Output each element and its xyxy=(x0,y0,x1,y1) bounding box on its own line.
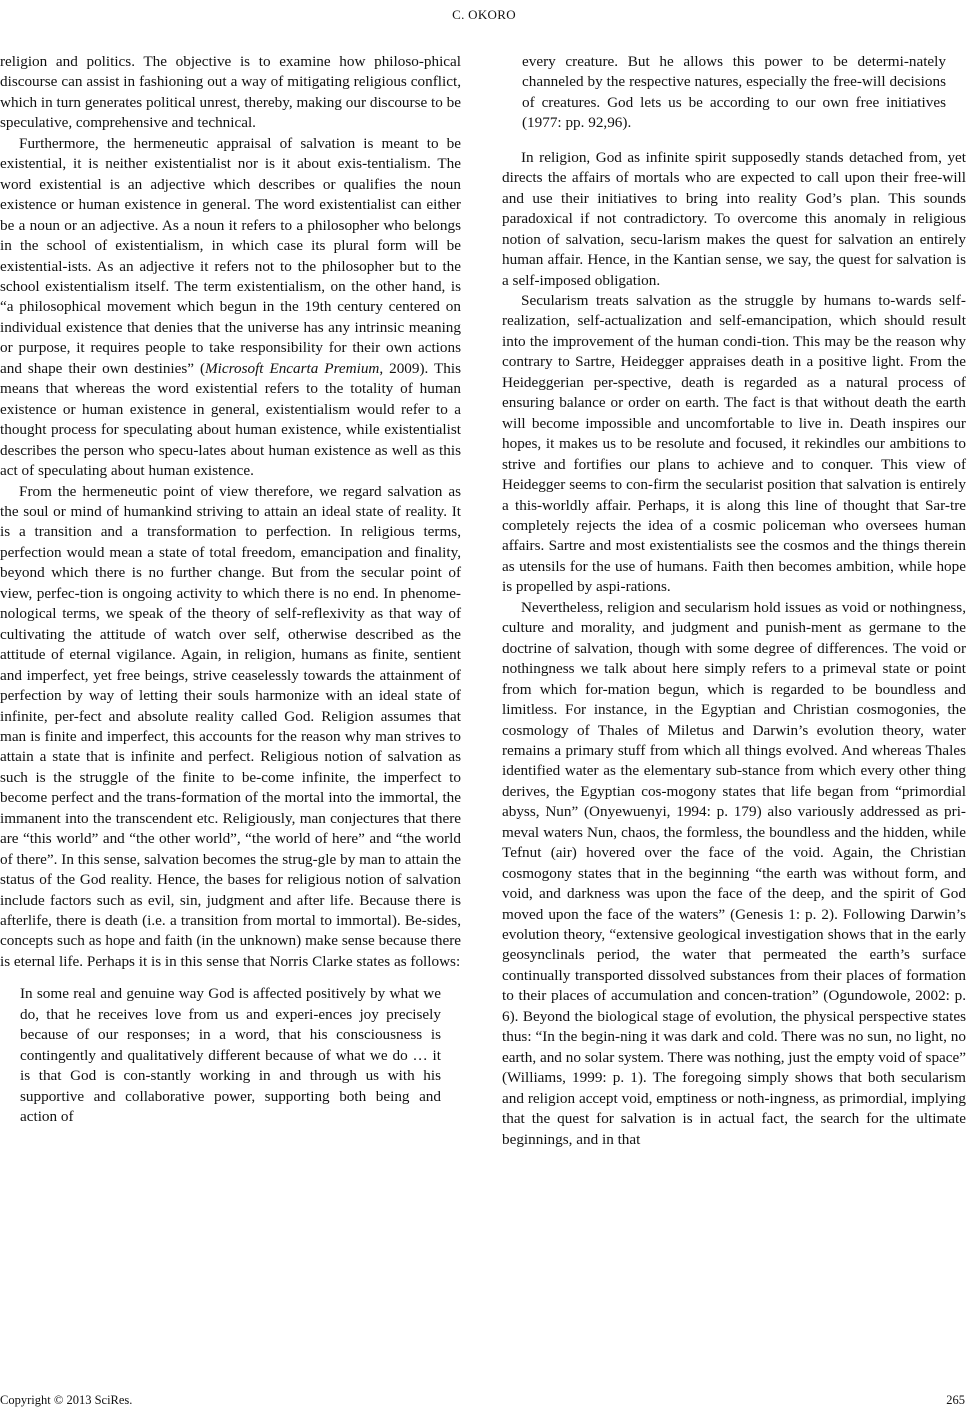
paragraph: In religion, God as infinite spirit supposedly stands detached from, yet directs the affairs of mortals who are expected to call upon their free-will and use their initiatives to bring into reality God’s plan. This sounds paradoxical if not contradictory. To overcome this anomaly in religious notion of salvation, secu-larism makes the quest for salvation an entirely human affair. Hence, in the Kantian sense, we say, the quest for salvation is a self-imposed obligation. xyxy=(502,148,966,289)
paragraph: Nevertheless, religion and secularism hold issues as void or nothingness, culture and morality, and judgment and punish-ment as germane to the doctrine of salvation, though with some degree of differences. The void or nothingness we talk about here simply refers to a primeval state or point from which for-mation begun, which is regarded to be boundless and limitless. For instance, in the Egyptian and Christian cosmogonies, the cosmology of Thales of Miletus and Darwin’s evolution theory, water remains a primary stuff from which all things evolved. And whereas Thales identified water as the elementary sub-stance from which every other thing derives, the Egyptian cos-mogony states that life began from “primordial abyss, Nun” (Onyewuenyi, 1994: p. 179) also variously addressed as pri-meval waters Nun, chaos, the formless, the boundless and the hidden, while Tefnut (air) hovered over the face of the void. Again, the Christian cosmogony states that in the beginning “the earth was without form, and void, and darkness was upon the face of the deep, and the spirit of God moved upon the face of the waters” (Genesis 1: p. 2). Following Darwin’s evolution theory, “extensive geological investigation shows that in the early geosynclinals period, the water that permeated the earth’s surface continually transported dissolved substances from their places of formation to their places of accumulation and concen-tration” (Ogundowole, 2002: p. 6). Beyond the biological stage of evolution, the physical perspective states thus: “In the begin-ning it was dark and cold. There was no sun, no light, no earth, and no solar system. There was nothing, just the empty void of space” (Williams, 1999: p. 1). The foregoing simply shows that both secularism and religion accept void, emptiness or noth-ingness, as primordial, implying that the quest for salvation is in actual fact, the search for the ultimate beginnings, and in that xyxy=(502,598,966,1148)
running-head: C. OKORO xyxy=(452,7,516,22)
right-column xyxy=(502,52,966,1150)
paragraph: religion and politics. The objective is to examine how philoso-phical discourse can assist in fashioning out a way of mitigating religious conflict, which in turn generates political unrest, thereby, making our discourse to be speculative, comprehensive and technical. xyxy=(0,53,461,132)
paragraph: Secularism treats salvation as the struggle by humans to-wards self-realization, self-actualization and self-emancipation, which should result into the improvement of the human condi-tion. This may be the reason why contrary to Sartre, Heidegger appraises death in a positive light. From the Heideggerian per-spective, death is regarded as a natural process of ensuring balance or order on earth. The fact is that without death the earth will become impossible and uncomfortable to live in. Death inspires our hopes, it makes us to be resolute and focused, it rekindles our ambitions to strive and fortifies our plans to achieve and to conquer. This view of Heidegger seems to con-firm the secularist position that salvation is entirely a this-worldly affair. Perhaps, it is along this line of thought that Sar-tre completely rejects the idea of a cosmic policeman who oversees human affairs. Sartre and most existentialists see the cosmos and the things therein as utensils for the use of humans. Faith then becomes ambition, while hope is propelled by aspi-rations. xyxy=(502,291,966,596)
page-number: 265 xyxy=(946,1393,965,1407)
paragraph xyxy=(0,134,461,482)
paragraph: From the hermeneutic point of view therefore, we regard salvation as the soul or mind of humankind striving to attain an ideal state of reality. It is a transition and a transformation to perfection. In religious terms, perfection would mean a state of total freedom, emancipation and finality, beyond which there is no further change. But from the secular point of view, perfec-tion is ongoing activity to which there is no end. In phenome-nological terms, we speak of the theory of self-reflexivity as that way of cultivating the attitude of watch over self, otherwise described as the attitude of eternal vigilance. Again, in religion, humans as finite, sentient and imperfect, yet free beings, strive ceaselessly towards the attainment of perfection by way of letting their souls harmonize with an ideal state of infinite, per-fect and absolute reality called God. Religion assumes that man is finite and imperfect, this accounts for the reason why man strives to attain a state that is infinite and perfect. Religious notion of salvation as such is the struggle of the finite to be-come infinite, the imperfect to become perfect and the trans-formation of the mortal into the immortal, the immanent into the transcendent etc. Religiously, man conjectures that there are “this world” and “the other world”, “the world of here” and “the world of there”. In this sense, salvation becomes the strug-gle by man to attain the status of the God reality. Hence, the bases for religious notion of salvation include factors such as evil, sin, judgment and after life. Because there is afterlife, there is death (i.e. a transition from mortal to immortal). Be-sides, concepts such as hope and faith (in the unknown) make sense because there is eternal life. Perhaps it is in this sense that Norris Clarke states as follows: xyxy=(0,482,461,970)
citation-title: Microsoft Encarta Premium xyxy=(205,359,380,377)
block-quote: In some real and genuine way God is affected positively by what we do, that he receives love from us and experi-ences joy precisely because of our responses; in a word, that his consciousness is contingently and qualitatively different because of what we do … it is that God is con-stantly working in and through us with his supportive and collaborative power, supporting both being and action of xyxy=(20,985,441,1126)
paragraph-text: Furthermore, the hermeneutic appraisal of salvation is meant to be existential, it is neither existentialist nor is it about exis-tentialism. The word existential is an adjective which describes or qualifies the noun existence or human existence in general. The word existentialist can either be a noun or an adjective. As a noun it refers to a philosopher who belongs in the school of existentialism, in which case its plural form will be existential-ists. As an adjective it refers not to the philosopher but to the school existentialism itself. The term existentialism, on the other hand, is “a philosophical movement which begun in the 19th century centered on individual existence that denies that the universe has any intrinsic meaning or purpose, it requires people to take responsibility for their own actions and shape their own destinies” ( xyxy=(0,134,461,377)
block-quote-continued: every creature. But he allows this power to be determi-nately channeled by the respective natures, especially the free-will decisions of creatures. God lets us be according to our own free initiatives (1977: pp. 92,96). xyxy=(522,53,946,132)
left-column xyxy=(0,52,461,1128)
paragraph-text: , 2009). This means that whereas the word existential refers to the totality of human existence or human existence in general, existentialism would refer to a thought process for speculating about human existence, while existentialist describes the person who specu-lates about human existence as well as this act of speculating about human existence. xyxy=(0,359,461,480)
copyright-footer: Copyright © 2013 SciRes. xyxy=(0,1393,133,1407)
